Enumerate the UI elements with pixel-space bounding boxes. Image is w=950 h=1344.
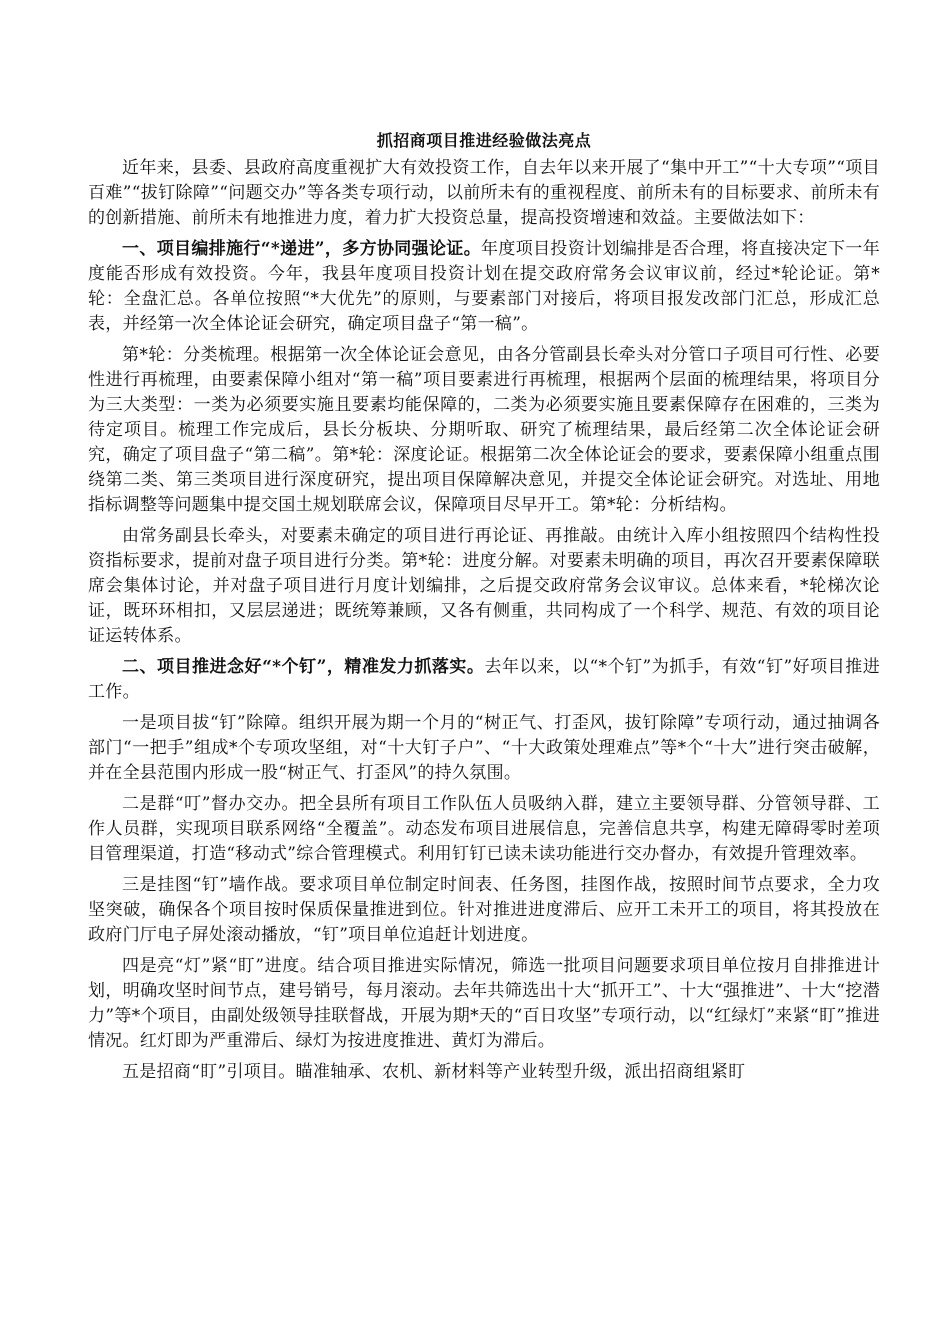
point-four-paragraph: 四是亮“灯”紧“盯”进度。结合项目推进实际情况，筛选一批项目问题要求项目单位按月自排推进计划，明确攻坚时间节点，建号销号，每月滚动。去年共筛选出十大“抓开工”、十大“强推进”、十大“挖潜力”等*个项目，由副处级领导挂联督战，开展为期*天的“百日攻坚”专项行动，以“红绿灯”来紧“盯”推进情况。红灯即为严重滞后、绿灯为按进度推进、黄灯为滞后。 bbox=[88, 956, 880, 1051]
round-four-paragraph: 由常务副县长牵头，对要素未确定的项目进行再论证、再推敲。由统计入库小组按照四个结构性投资指标要求，提前对盘子项目进行分类。第*轮：进度分解。对要素未明确的项目，再次召开要素保障联席会集体讨论，并对盘子项目进行月度计划编排，之后提交政府常务会议审议。总体来看，*轮梯次论证，既环环相扣，又层层递进；既统筹兼顾，又各有侧重，共同构成了一个科学、规范、有效的项目论证运转体系。 bbox=[88, 526, 880, 646]
point-two-paragraph: 二是群“叮”督办交办。把全县所有项目工作队伍人员吸纳入群，建立主要领导群、分管领导群、工作人员群，实现项目联系网络“全覆盖”。动态发布项目进展信息，完善信息共享，构建无障碍零时差项目管理渠道，打造“移动式”综合管理模式。利用钉钉已读未读功能进行交办督办，有效提升管理效率。 bbox=[88, 794, 880, 864]
document-page bbox=[88, 128, 880, 1091]
point-three-paragraph: 三是挂图“钉”墙作战。要求项目单位制定时间表、任务图，挂图作战，按照时间节点要求，全力攻坚突破，确保各个项目按时保质保量推进到位。针对推进进度滞后、应开工未开工的项目，将其投放在政府门厅电子屏处滚动播放，“钉”项目单位追赶计划进度。 bbox=[88, 875, 880, 945]
round-two-paragraph: 第*轮：分类梳理。根据第一次全体论证会意见，由各分管副县长牵头对分管口子项目可行性、必要性进行再梳理，由要素保障小组对“第一稿”项目要素进行再梳理，根据两个层面的梳理结果，将项目分为三大类型：一类为必须要实施且要素均能保障的，二类为必须要实施且要素保障存在困难的，三类为待定项目。梳理工作完成后，县长分板块、分期听取、研究了梳理结果，最后经第二次全体论证会研究，确定了项目盘子“第二稿”。第*轮：深度论证。根据第二次全体论证会的要求，要素保障小组重点围绕第二类、第三类项目进行深度研究，提出项目保障解决意见，并提交全体论证会研究。对选址、用地指标调整等问题集中提交国土规划联席会议，保障项目尽早开工。第*轮：分析结构。 bbox=[88, 345, 880, 515]
section-two-body: 去年以来，以“*个钉”为抓手，有效“钉”好项目推进工作。 bbox=[88, 657, 881, 702]
section-two-paragraph bbox=[88, 655, 880, 705]
section-one-paragraph bbox=[88, 237, 880, 337]
point-five-paragraph: 五是招商“盯”引项目。瞄准轴承、农机、新材料等产业转型升级，派出招商组紧盯 bbox=[122, 1062, 746, 1082]
point-one-paragraph: 一是项目拔“钉”除障。组织开展为期一个月的“树正气、打歪风，拔钉除障”专项行动，通过抽调各部门“一把手”组成*个专项攻坚组，对“十大钉子户”、“十大政策处理难点”等*个“十大”进行突击破解，并在全县范围内形成一股“树正气、打歪风”的持久氛围。 bbox=[88, 713, 880, 783]
document-title: 抓招商项目推进经验做法亮点 bbox=[376, 131, 592, 150]
section-one-heading: 一、项目编排施行“*递进”，多方协同强论证。 bbox=[122, 239, 482, 259]
intro-paragraph: 近年来，县委、县政府高度重视扩大有效投资工作，自去年以来开展了“集中开工”“十大专项”“项目百难”“拔钉除障”“问题交办”等各类专项行动，以前所未有的重视程度、前所未有的目标要求、前所未有的创新措施、前所未有地推进力度，着力扩大投资总量，提高投资增速和效益。主要做法如下： bbox=[88, 158, 880, 228]
section-two-heading: 二、项目推进念好“*个钉”，精准发力抓落实。 bbox=[122, 657, 485, 677]
section-one-body: 年度项目投资计划编排是否合理，将直接决定下一年度能否形成有效投资。今年，我县年度项目投资计划在提交政府常务会议审议前，经过*轮论证。第*轮：全盘汇总。各单位按照“*大优先”的原则，与要素部门对接后，将项目报发改部门汇总，形成汇总表，并经第一次全体论证会研究，确定项目盘子“第一稿”。 bbox=[88, 239, 880, 334]
